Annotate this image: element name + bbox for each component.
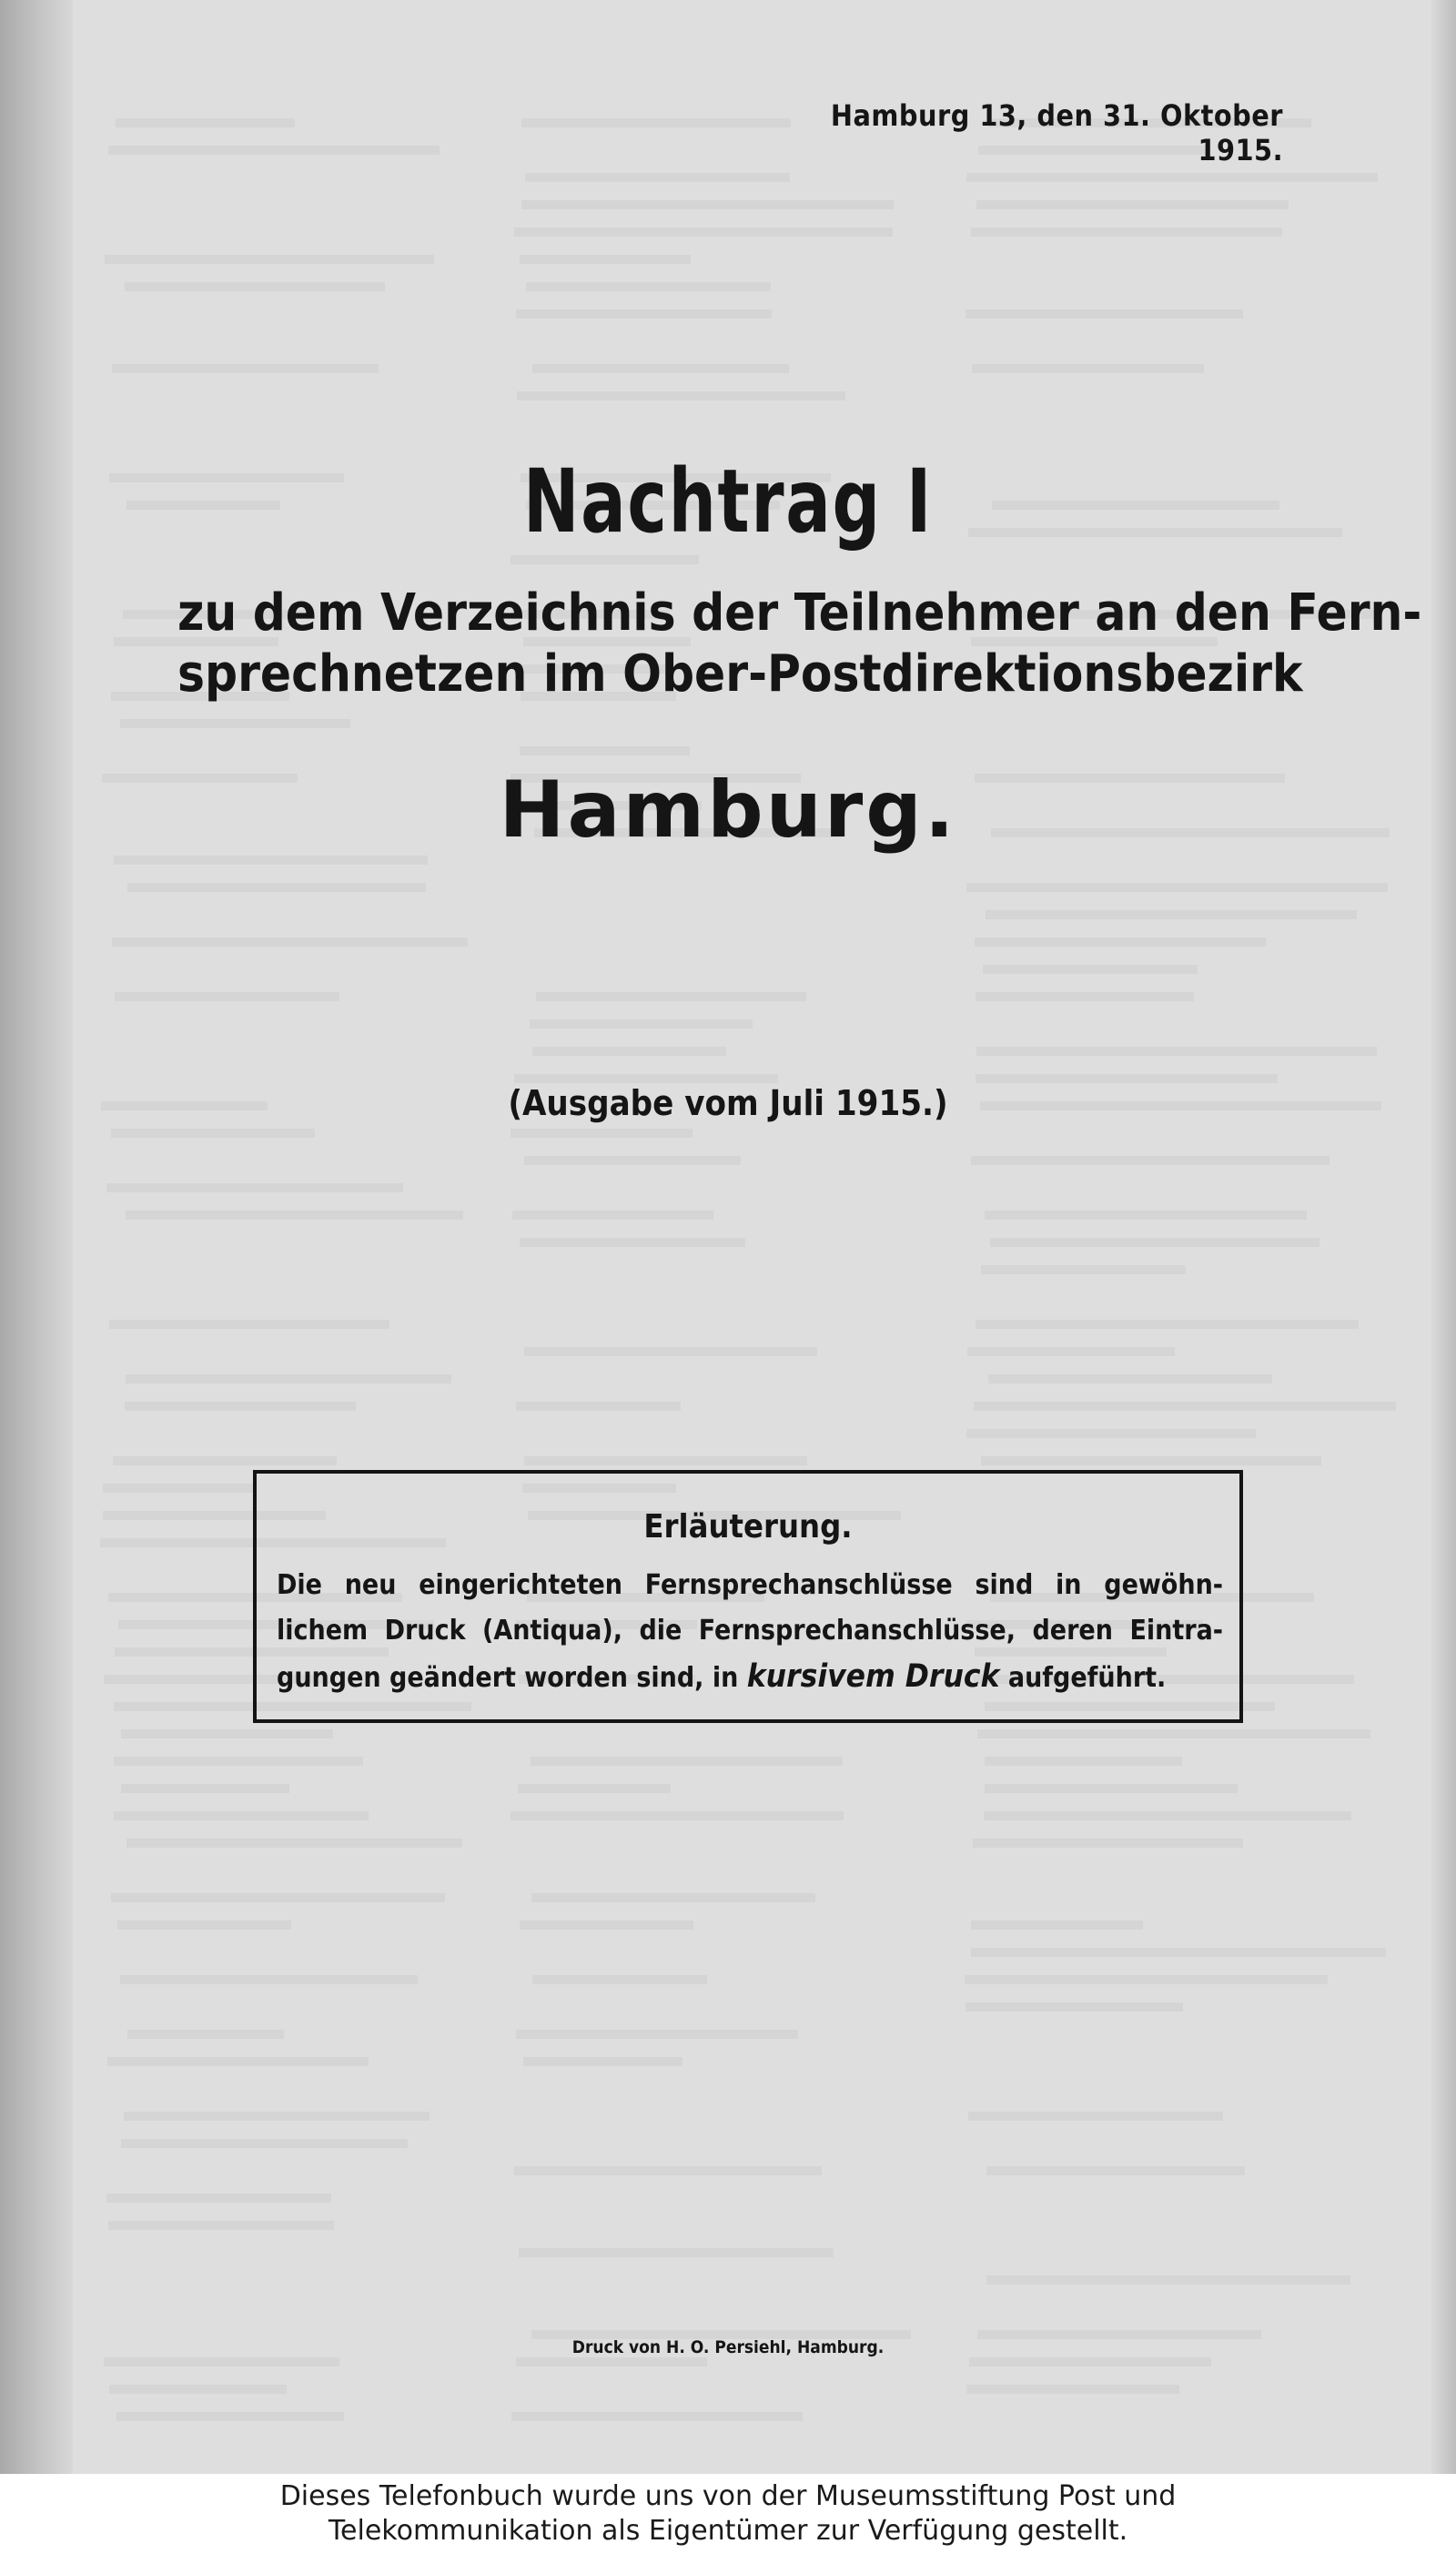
show-through-line (104, 2357, 339, 2367)
date-line: Hamburg 13, den 31. Oktober 1915. (830, 98, 1283, 167)
printer-imprint: Druck von H. O. Persiehl, Hamburg. (571, 2337, 885, 2357)
show-through-line (109, 1320, 389, 1329)
show-through-line (127, 883, 426, 892)
show-through-line (975, 937, 1266, 947)
show-through-line (967, 1347, 1175, 1356)
show-through-line (114, 1757, 363, 1766)
show-through-line (107, 2057, 369, 2066)
show-through-line (113, 1456, 337, 1465)
show-through-line (121, 1729, 332, 1738)
show-through-line (971, 1948, 1386, 1957)
subtitle (177, 583, 1422, 704)
show-through-line (511, 555, 699, 564)
show-through-line (531, 1757, 843, 1766)
show-through-line (516, 2030, 799, 2039)
show-through-line (966, 173, 1379, 182)
show-through-line (511, 1129, 693, 1138)
show-through-line (514, 228, 893, 237)
show-through-line (986, 2275, 1350, 2285)
show-through-line (969, 2357, 1211, 2367)
show-through-line (985, 1784, 1238, 1793)
show-through-line (126, 1374, 451, 1383)
edition-note: (Ausgabe vom Juli 1915.) (508, 1083, 948, 1123)
show-through-line (966, 2002, 1184, 2012)
subtitle-line-1: zu dem Verzeichnis der Teilnehmer an den Fern- (177, 583, 1422, 643)
show-through-line (525, 173, 790, 182)
show-through-line (976, 200, 1289, 209)
show-through-line (985, 1757, 1182, 1766)
show-through-line (974, 1402, 1396, 1411)
show-through-line (524, 1456, 807, 1465)
show-through-line (976, 1320, 1359, 1329)
show-through-line (514, 1074, 778, 1083)
show-through-line (108, 146, 440, 155)
show-through-line (520, 1921, 693, 1930)
show-through-line (111, 1893, 445, 1902)
show-through-line (532, 364, 789, 373)
show-through-line (985, 1211, 1307, 1220)
show-through-line (120, 719, 350, 728)
show-through-line (971, 1921, 1143, 1930)
show-through-line (520, 255, 691, 264)
city-name: Hamburg. (499, 765, 957, 856)
show-through-line (966, 883, 1387, 892)
show-through-line (105, 255, 435, 264)
show-through-line (977, 1729, 1370, 1738)
explanation-italic-term: kursivem Druck (746, 1658, 1000, 1695)
show-through-line (532, 1975, 707, 1984)
show-through-line (126, 1839, 462, 1848)
show-through-line (524, 1347, 817, 1356)
show-through-line (511, 1811, 844, 1820)
show-through-line (966, 2385, 1179, 2394)
explanation-text-part-2: aufgeführt. (999, 1662, 1167, 1694)
show-through-line (981, 1456, 1321, 1465)
show-through-line (512, 1211, 713, 1220)
show-through-line (976, 992, 1194, 1001)
show-through-line (986, 910, 1358, 919)
show-through-line (125, 282, 386, 291)
show-through-line (121, 2139, 408, 2148)
show-through-line (516, 2357, 707, 2367)
show-through-line (114, 856, 428, 865)
footer-line-1: Dieses Telefonbuch wurde uns von der Museumsstiftung Post und (279, 2480, 1177, 2512)
show-through-line (125, 1402, 357, 1411)
show-through-line (532, 1047, 726, 1056)
show-through-line (984, 1811, 1351, 1820)
show-through-line (983, 965, 1198, 974)
show-through-line (111, 1129, 315, 1138)
show-through-line (968, 2112, 1223, 2121)
show-through-line (112, 364, 379, 373)
show-through-line (109, 2385, 286, 2394)
show-through-line (520, 1238, 746, 1247)
show-through-line (520, 746, 690, 755)
show-through-line (971, 1156, 1330, 1165)
show-through-line (530, 1019, 753, 1029)
show-through-line (523, 2057, 682, 2066)
show-through-line (106, 1183, 403, 1192)
archive-footer (0, 2474, 1456, 2554)
show-through-line (116, 118, 295, 127)
show-through-line (990, 1238, 1320, 1247)
show-through-line (127, 2030, 284, 2039)
show-through-line (519, 2248, 833, 2257)
show-through-line (115, 992, 339, 1001)
show-through-line (973, 1839, 1243, 1848)
show-through-line (108, 2221, 333, 2230)
show-through-line (988, 1374, 1272, 1383)
show-through-line (518, 1784, 671, 1793)
show-through-line (103, 1484, 256, 1493)
page-edge-shadow-right (1431, 0, 1456, 2474)
show-through-line (521, 200, 894, 209)
show-through-line (112, 937, 467, 947)
show-through-line (514, 2166, 822, 2175)
show-through-line (120, 1975, 419, 1984)
show-through-line (516, 1402, 681, 1411)
show-through-line (986, 2166, 1245, 2175)
show-through-line (976, 1074, 1278, 1083)
page-title: Nachtrag I (523, 451, 933, 552)
explanation-box (253, 1470, 1243, 1723)
show-through-line (121, 1784, 289, 1793)
show-through-line (116, 2412, 345, 2421)
show-through-line (972, 364, 1204, 373)
show-through-line (526, 282, 771, 291)
show-through-line (516, 309, 772, 319)
show-through-line (531, 1893, 815, 1902)
footer-line-2: Telekommunikation als Eigentümer zur Verfügung gestellt. (328, 2515, 1128, 2547)
show-through-line (511, 2412, 803, 2421)
show-through-line (124, 2112, 430, 2121)
show-through-line (965, 1975, 1327, 1984)
show-through-line (117, 1921, 291, 1930)
show-through-line (536, 992, 807, 1001)
subtitle-line-2: sprechnetzen im Ober-Postdirektionsbezirk (177, 644, 1303, 704)
explanation-text-part-1: Die neu eingerichteten Fernsprechanschlüsse sind in gewöhn- lichem Druck (Antiqua), die Fernsprechanschlüsse, deren Eintra- gungen geändert worden sind, in (277, 1569, 1223, 1694)
show-through-line (114, 1811, 369, 1820)
show-through-line (966, 309, 1242, 319)
show-through-line (976, 1047, 1377, 1056)
explanation-text (277, 1563, 1223, 1701)
show-through-line (521, 118, 791, 127)
show-through-line (966, 1429, 1256, 1438)
show-through-line (971, 228, 1282, 237)
page-edge-shadow-left (0, 0, 73, 2474)
show-through-line (106, 2194, 331, 2203)
show-through-line (517, 391, 845, 400)
show-through-line (524, 1156, 741, 1165)
explanation-heading: Erläuterung. (643, 1508, 853, 1546)
show-through-line (126, 1211, 462, 1220)
show-through-line (981, 1265, 1186, 1274)
